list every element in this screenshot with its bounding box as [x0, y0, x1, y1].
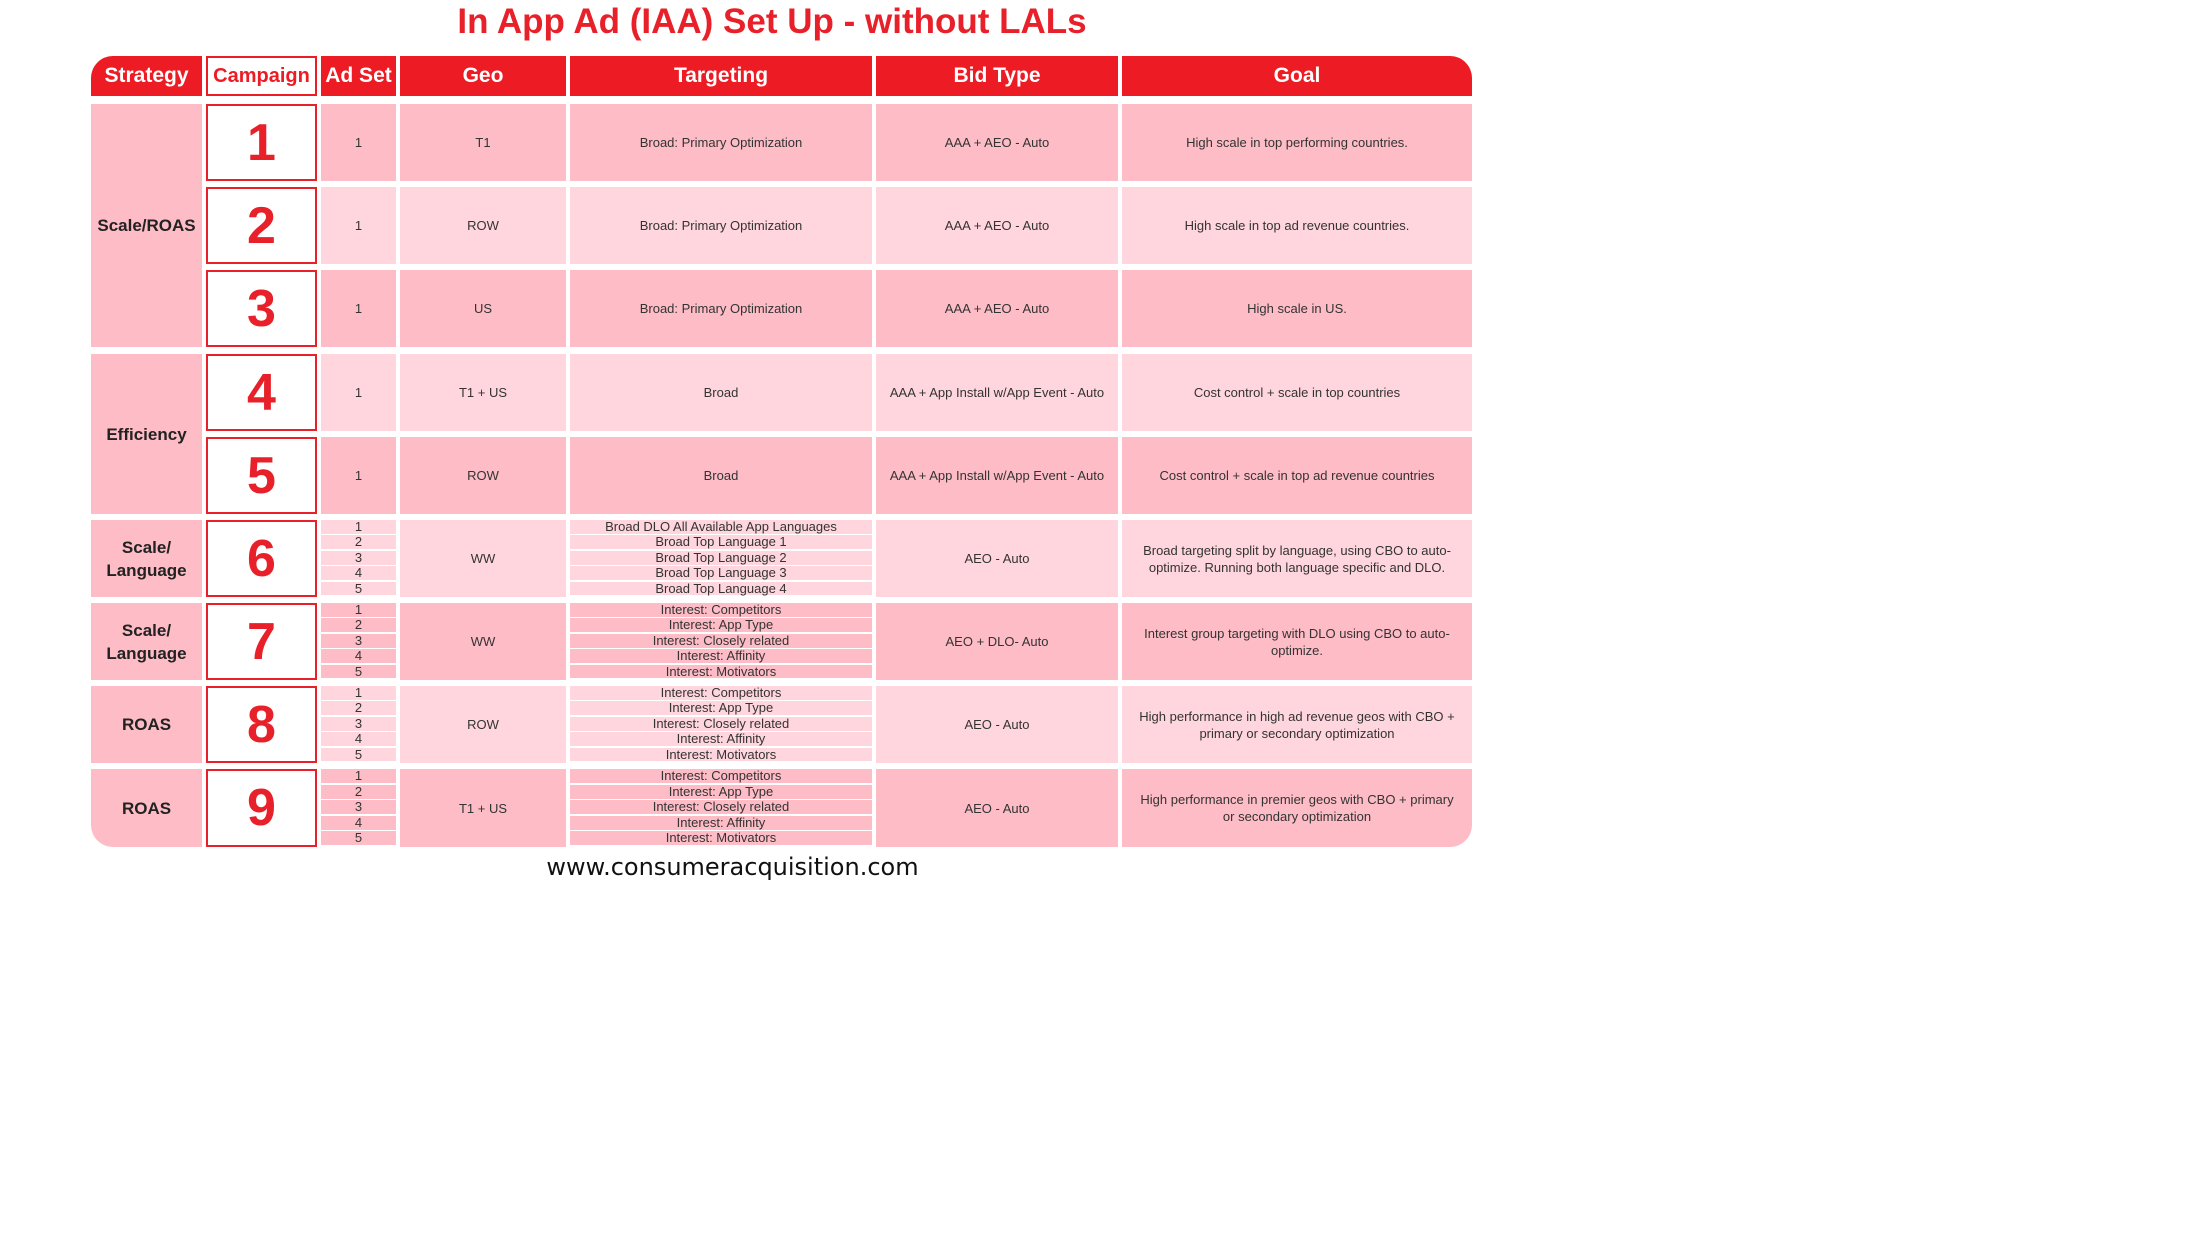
strategy-cell: ROAS: [91, 686, 202, 763]
adset-number: 1: [321, 686, 396, 700]
bid-type-cell: AEO + DLO- Auto: [876, 603, 1118, 680]
header-strategy: Strategy: [91, 56, 202, 96]
adset-number: 2: [321, 701, 396, 715]
targeting-cell: Broad: [570, 354, 872, 431]
bid-type-cell: AAA + App Install w/App Event - Auto: [876, 354, 1118, 431]
header-adset: Ad Set: [321, 56, 396, 96]
campaign-number: 6: [206, 520, 317, 597]
strategy-cell: Scale/ Language: [91, 520, 202, 597]
adset-number: 5: [321, 665, 396, 679]
header-goal: Goal: [1122, 56, 1472, 96]
targeting-cell: Broad: Primary Optimization: [570, 187, 872, 264]
campaign-number: 8: [206, 686, 317, 763]
targeting-item: Interest: Motivators: [570, 665, 872, 679]
goal-cell: High scale in top ad revenue countries.: [1122, 187, 1472, 264]
targeting-cell: Broad: Primary Optimization: [570, 104, 872, 181]
bid-type-cell: AAA + App Install w/App Event - Auto: [876, 437, 1118, 514]
targeting-item: Interest: App Type: [570, 785, 872, 799]
strategy-cell: Scale/ Language: [91, 603, 202, 680]
goal-cell: High scale in US.: [1122, 270, 1472, 347]
targeting-item: Interest: App Type: [570, 618, 872, 632]
adset-number: 1: [321, 437, 396, 514]
targeting-item: Broad Top Language 3: [570, 566, 872, 580]
adset-number: 4: [321, 566, 396, 580]
targeting-item: Interest: Motivators: [570, 748, 872, 762]
adset-number: 2: [321, 535, 396, 549]
goal-cell: Interest group targeting with DLO using CBO to auto-optimize.: [1122, 603, 1472, 680]
campaign-number: 2: [206, 187, 317, 264]
targeting-item: Interest: Competitors: [570, 603, 872, 617]
targeting-item: Broad Top Language 2: [570, 551, 872, 565]
geo-cell: T1: [400, 104, 566, 181]
geo-cell: ROW: [400, 437, 566, 514]
goal-cell: Cost control + scale in top ad revenue countries: [1122, 437, 1472, 514]
footer-url: www.consumeracquisition.com: [546, 853, 919, 881]
campaign-number: 9: [206, 769, 317, 847]
targeting-item: Broad DLO All Available App Languages: [570, 520, 872, 534]
targeting-item: Broad Top Language 4: [570, 582, 872, 596]
page-title: In App Ad (IAA) Set Up - without LALs: [457, 2, 1087, 41]
adset-number: 5: [321, 831, 396, 845]
targeting-item: Interest: Closely related: [570, 634, 872, 648]
adset-number: 3: [321, 800, 396, 814]
bid-type-cell: AEO - Auto: [876, 520, 1118, 597]
header-geo: Geo: [400, 56, 566, 96]
campaign-number: 7: [206, 603, 317, 680]
adset-number: 4: [321, 649, 396, 663]
adset-number: 3: [321, 717, 396, 731]
header-targeting: Targeting: [570, 56, 872, 96]
bid-type-cell: AEO - Auto: [876, 769, 1118, 847]
goal-cell: High scale in top performing countries.: [1122, 104, 1472, 181]
adset-number: 2: [321, 785, 396, 799]
targeting-cell: Broad: Primary Optimization: [570, 270, 872, 347]
adset-number: 1: [321, 270, 396, 347]
targeting-item: Interest: Affinity: [570, 649, 872, 663]
bid-type-cell: AAA + AEO - Auto: [876, 104, 1118, 181]
bid-type-cell: AAA + AEO - Auto: [876, 270, 1118, 347]
geo-cell: WW: [400, 520, 566, 597]
adset-number: 5: [321, 582, 396, 596]
adset-number: 1: [321, 603, 396, 617]
targeting-item: Interest: Closely related: [570, 800, 872, 814]
goal-cell: Broad targeting split by language, using CBO to auto-optimize. Running both language specific and DLO.: [1122, 520, 1472, 597]
targeting-item: Interest: Affinity: [570, 732, 872, 746]
adset-number: 4: [321, 816, 396, 830]
goal-cell: High performance in premier geos with CBO + primary or secondary optimization: [1122, 769, 1472, 847]
bid-type-cell: AEO - Auto: [876, 686, 1118, 763]
adset-number: 3: [321, 634, 396, 648]
goal-cell: High performance in high ad revenue geos with CBO + primary or secondary optimization: [1122, 686, 1472, 763]
goal-cell: Cost control + scale in top countries: [1122, 354, 1472, 431]
adset-number: 1: [321, 520, 396, 534]
campaign-number: 3: [206, 270, 317, 347]
adset-number: 3: [321, 551, 396, 565]
targeting-item: Broad Top Language 1: [570, 535, 872, 549]
adset-number: 1: [321, 769, 396, 783]
targeting-item: Interest: Motivators: [570, 831, 872, 845]
targeting-item: Interest: Closely related: [570, 717, 872, 731]
campaign-number: 4: [206, 354, 317, 431]
adset-number: 2: [321, 618, 396, 632]
header-bid-type: Bid Type: [876, 56, 1118, 96]
targeting-cell: Broad: [570, 437, 872, 514]
campaign-number: 1: [206, 104, 317, 181]
bid-type-cell: AAA + AEO - Auto: [876, 187, 1118, 264]
geo-cell: ROW: [400, 187, 566, 264]
targeting-item: Interest: App Type: [570, 701, 872, 715]
adset-number: 1: [321, 187, 396, 264]
targeting-item: Interest: Competitors: [570, 769, 872, 783]
geo-cell: WW: [400, 603, 566, 680]
geo-cell: T1 + US: [400, 354, 566, 431]
strategy-cell: Efficiency: [91, 354, 202, 514]
campaign-number: 5: [206, 437, 317, 514]
geo-cell: T1 + US: [400, 769, 566, 847]
strategy-cell: Scale/ROAS: [91, 104, 202, 347]
adset-number: 4: [321, 732, 396, 746]
strategy-cell: ROAS: [91, 769, 202, 847]
geo-cell: US: [400, 270, 566, 347]
adset-number: 5: [321, 748, 396, 762]
targeting-item: Interest: Competitors: [570, 686, 872, 700]
adset-number: 1: [321, 354, 396, 431]
header-campaign: Campaign: [206, 56, 317, 96]
targeting-item: Interest: Affinity: [570, 816, 872, 830]
geo-cell: ROW: [400, 686, 566, 763]
adset-number: 1: [321, 104, 396, 181]
